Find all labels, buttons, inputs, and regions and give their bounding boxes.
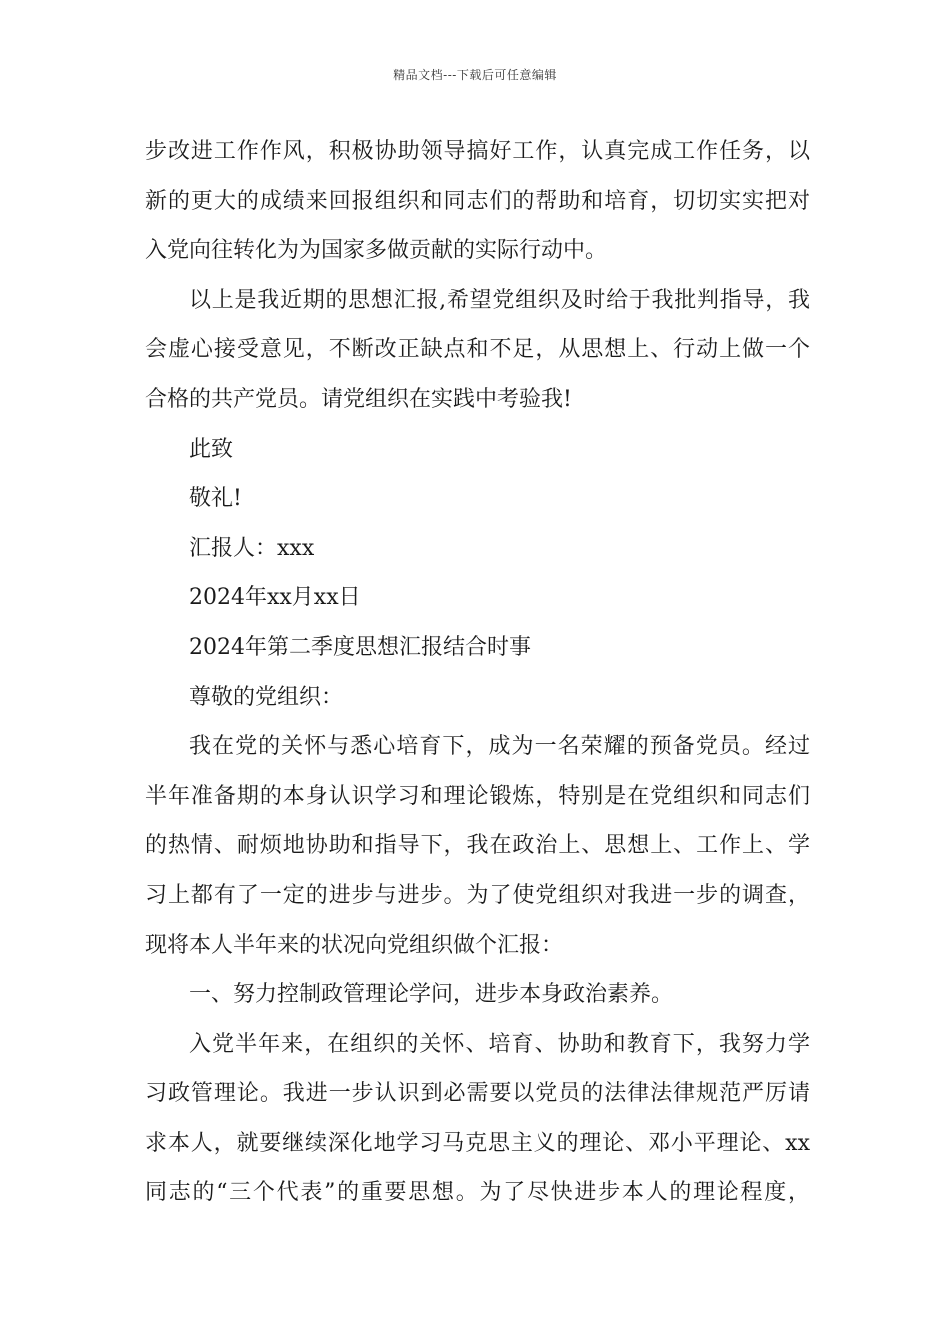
text-line: 习上都有了一定的进步与进步。为了使党组织对我进一步的调查，	[145, 882, 810, 908]
text-line: 我在党的关怀与悉心培育下，成为一名荣耀的预备党员。经过	[189, 734, 810, 760]
text-line: 同志的“三个代表”的重要思想。为了尽快进步本人的理论程度，	[145, 1180, 810, 1206]
text-line: 合格的共产党员。请党组织在实践中考验我!	[145, 386, 572, 412]
text-line: 步改进工作作风，积极协助领导搞好工作，认真完成工作任务，以	[145, 139, 810, 164]
greeting-line: 尊敬的党组织：	[189, 684, 344, 710]
salutation-line: 此致	[189, 436, 234, 462]
section-title: 2024年第二季度思想汇报结合时事	[189, 634, 531, 660]
signature-line: 汇报人：xxx	[189, 535, 315, 561]
text-line: 会虚心接受意见，不断改正缺点和不足，从思想上、行动上做一个	[145, 337, 810, 363]
document-body	[145, 127, 810, 1218]
date-line: 2024年xx月xx日	[189, 585, 361, 611]
text-line: 入党向往转化为为国家多做贡献的实际行动中。	[145, 238, 608, 264]
text-line: 求本人，就要继续深化地学习马克思主义的理论、邓小平理论、xx	[145, 1130, 810, 1156]
text-line: 半年准备期的本身认识学习和理论锻炼，特别是在党组织和同志们	[145, 783, 810, 809]
text-line: 入党半年来，在组织的关怀、培育、协助和教育下，我努力学	[189, 1031, 810, 1057]
page-header: 精品文档---下载后可任意编辑	[393, 68, 557, 82]
subheading-line: 一、努力控制政管理论学问，进步本身政治素养。	[189, 982, 674, 1008]
text-line: 以上是我近期的思想汇报,希望党组织及时给于我批判指导，我	[189, 287, 810, 313]
text-line: 习政管理论。我进一步认识到必需要以党员的法律法律规范严厉请	[145, 1081, 810, 1107]
text-line: 的热情、耐烦地协助和指导下，我在政治上、思想上、工作上、学	[145, 833, 810, 859]
text-line: 现将本人半年来的状况向党组织做个汇报：	[145, 932, 564, 958]
text-line: 新的更大的成绩来回报组织和同志们的帮助和培育，切切实实把对	[145, 188, 810, 214]
salutation-line: 敬礼!	[189, 486, 242, 512]
